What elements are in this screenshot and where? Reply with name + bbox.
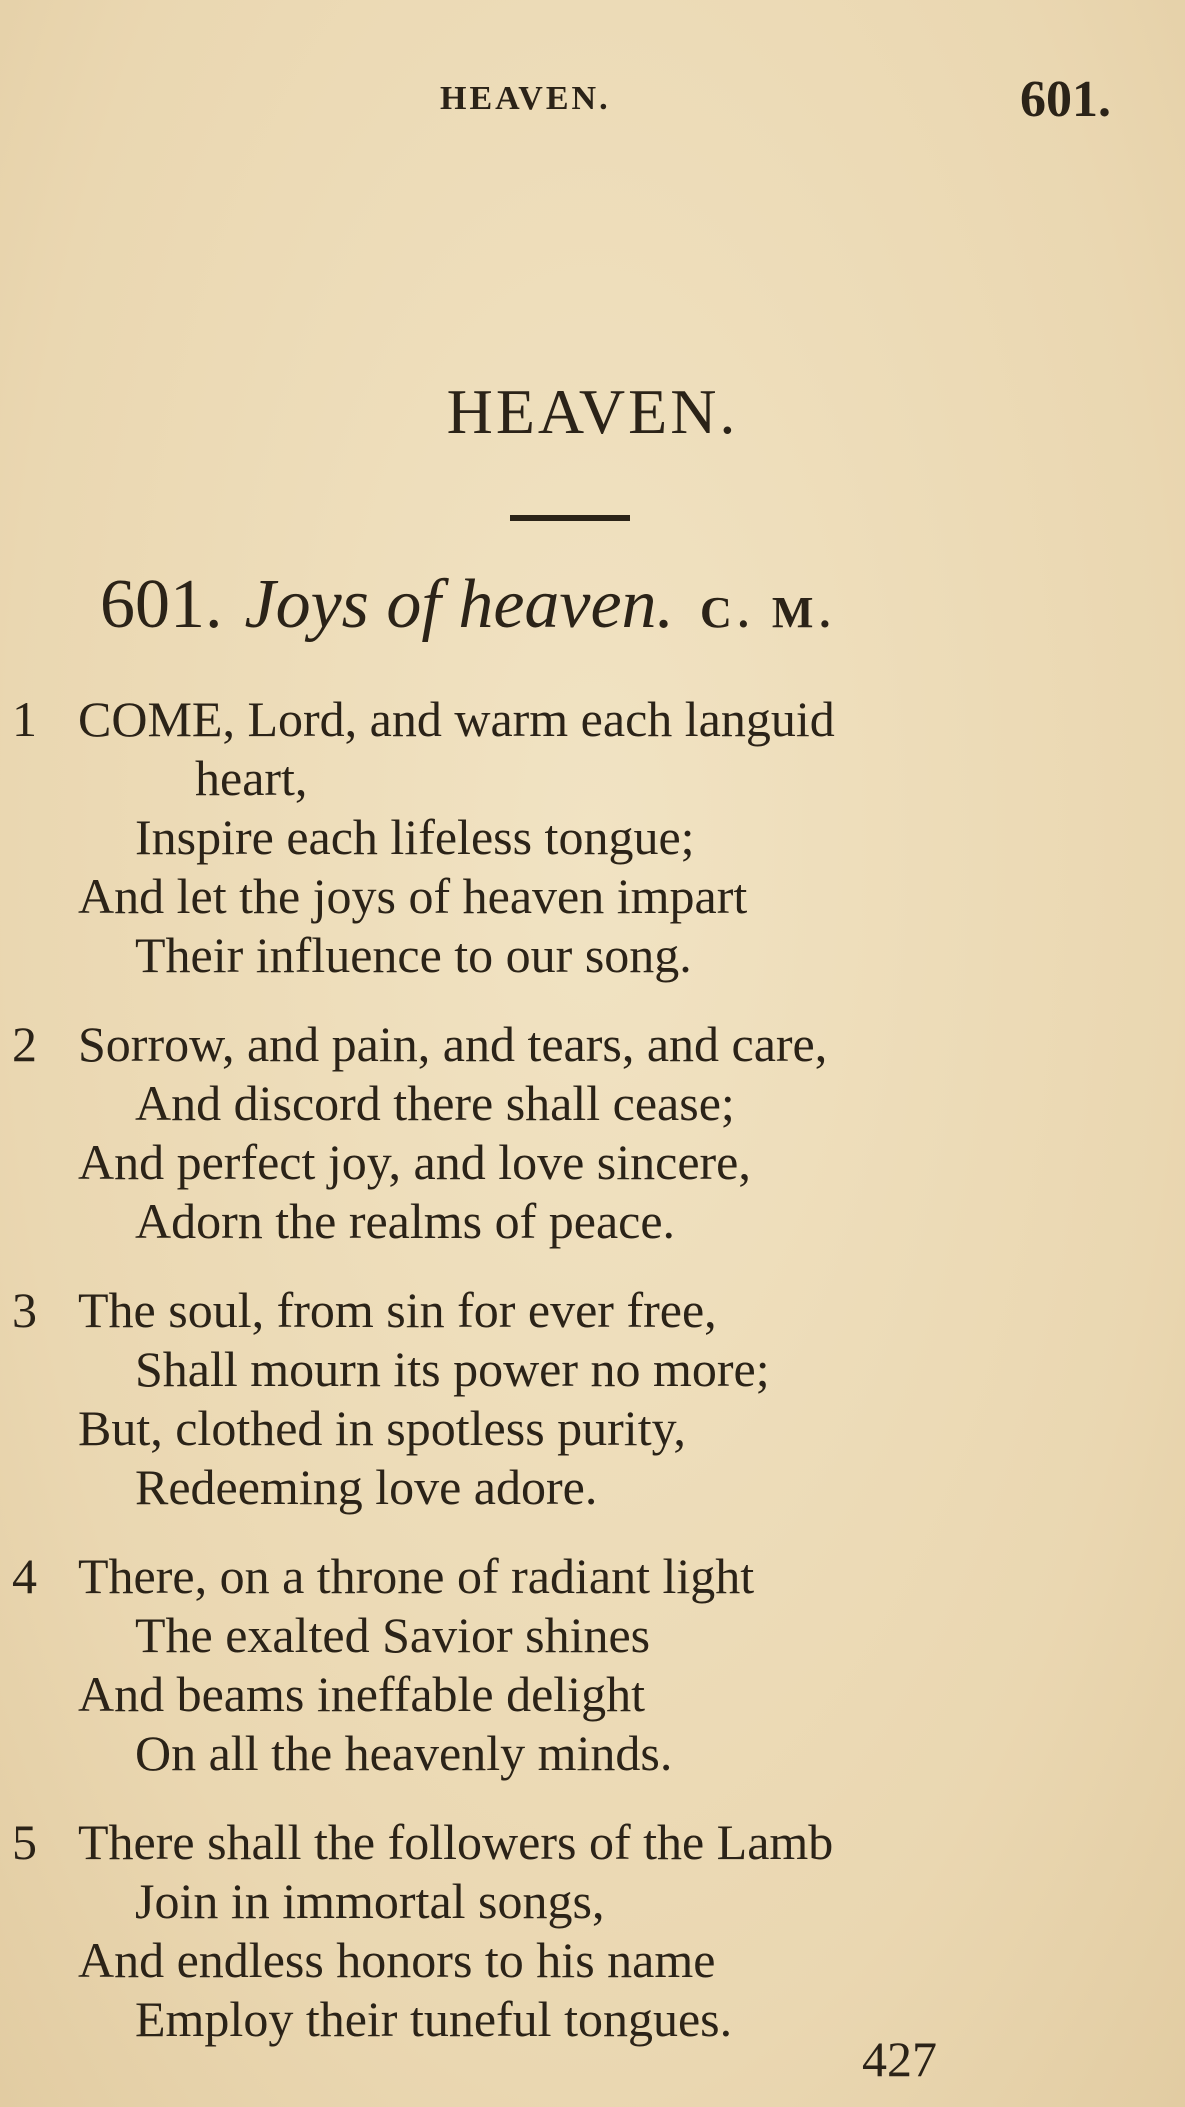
verse-line: There, on a throne of radiant light	[78, 1548, 755, 1604]
verse-line: The soul, from sin for ever free,	[78, 1282, 717, 1338]
verse-line: heart,	[195, 750, 308, 806]
verse-number: 5	[12, 1814, 37, 1870]
verse-number: 3	[12, 1282, 37, 1338]
verse-line: But, clothed in spotless purity,	[78, 1400, 686, 1456]
verse-line: Adorn the realms of peace.	[135, 1193, 676, 1249]
verse-line: Shall mourn its power no more;	[135, 1341, 770, 1397]
verse-line: And let the joys of heaven impart	[78, 868, 748, 924]
verse-number: 1	[12, 691, 37, 747]
stanza	[0, 690, 1185, 985]
verse-line: And perfect joy, and love sincere,	[78, 1134, 751, 1190]
verse-line: Redeeming love adore.	[135, 1459, 598, 1515]
stanza	[0, 1813, 1185, 2049]
verse-line: Inspire each lifeless tongue;	[135, 809, 695, 865]
running-title: HEAVEN.	[440, 80, 611, 117]
verse-line: And discord there shall cease;	[135, 1075, 735, 1131]
verse-line: And beams ineffable delight	[78, 1666, 645, 1722]
verse-line: The exalted Savior shines	[135, 1607, 651, 1663]
stanza	[0, 1547, 1185, 1783]
verse-line: COME, Lord, and warm each languid	[78, 691, 835, 747]
verse-line: Sorrow, and pain, and tears, and care,	[78, 1016, 828, 1072]
hymn-heading	[100, 565, 1100, 645]
running-hymn-number: 601.	[1020, 71, 1111, 128]
stanza	[0, 1281, 1185, 1517]
verse-line: Join in immortal songs,	[135, 1873, 605, 1929]
stanza	[0, 1015, 1185, 1251]
hymn-title: Joys of heaven.	[244, 566, 675, 643]
hymn-meter: C. M.	[700, 588, 837, 637]
section-title: HEAVEN.	[446, 376, 739, 447]
verse-number: 4	[12, 1548, 37, 1604]
verse-line: And endless honors to his name	[78, 1932, 716, 1988]
page-number: 427	[862, 2031, 937, 2087]
hymn-stanzas	[0, 690, 1185, 2079]
verse-line: On all the heavenly minds.	[135, 1725, 673, 1781]
verse-line: Their influence to our song.	[135, 927, 692, 983]
verse-number: 2	[12, 1016, 37, 1072]
verse-line: Employ their tuneful tongues.	[135, 1991, 733, 2047]
section-divider	[510, 515, 630, 521]
hymn-number: 601.	[100, 566, 223, 643]
verse-line: There shall the followers of the Lamb	[78, 1814, 834, 1870]
